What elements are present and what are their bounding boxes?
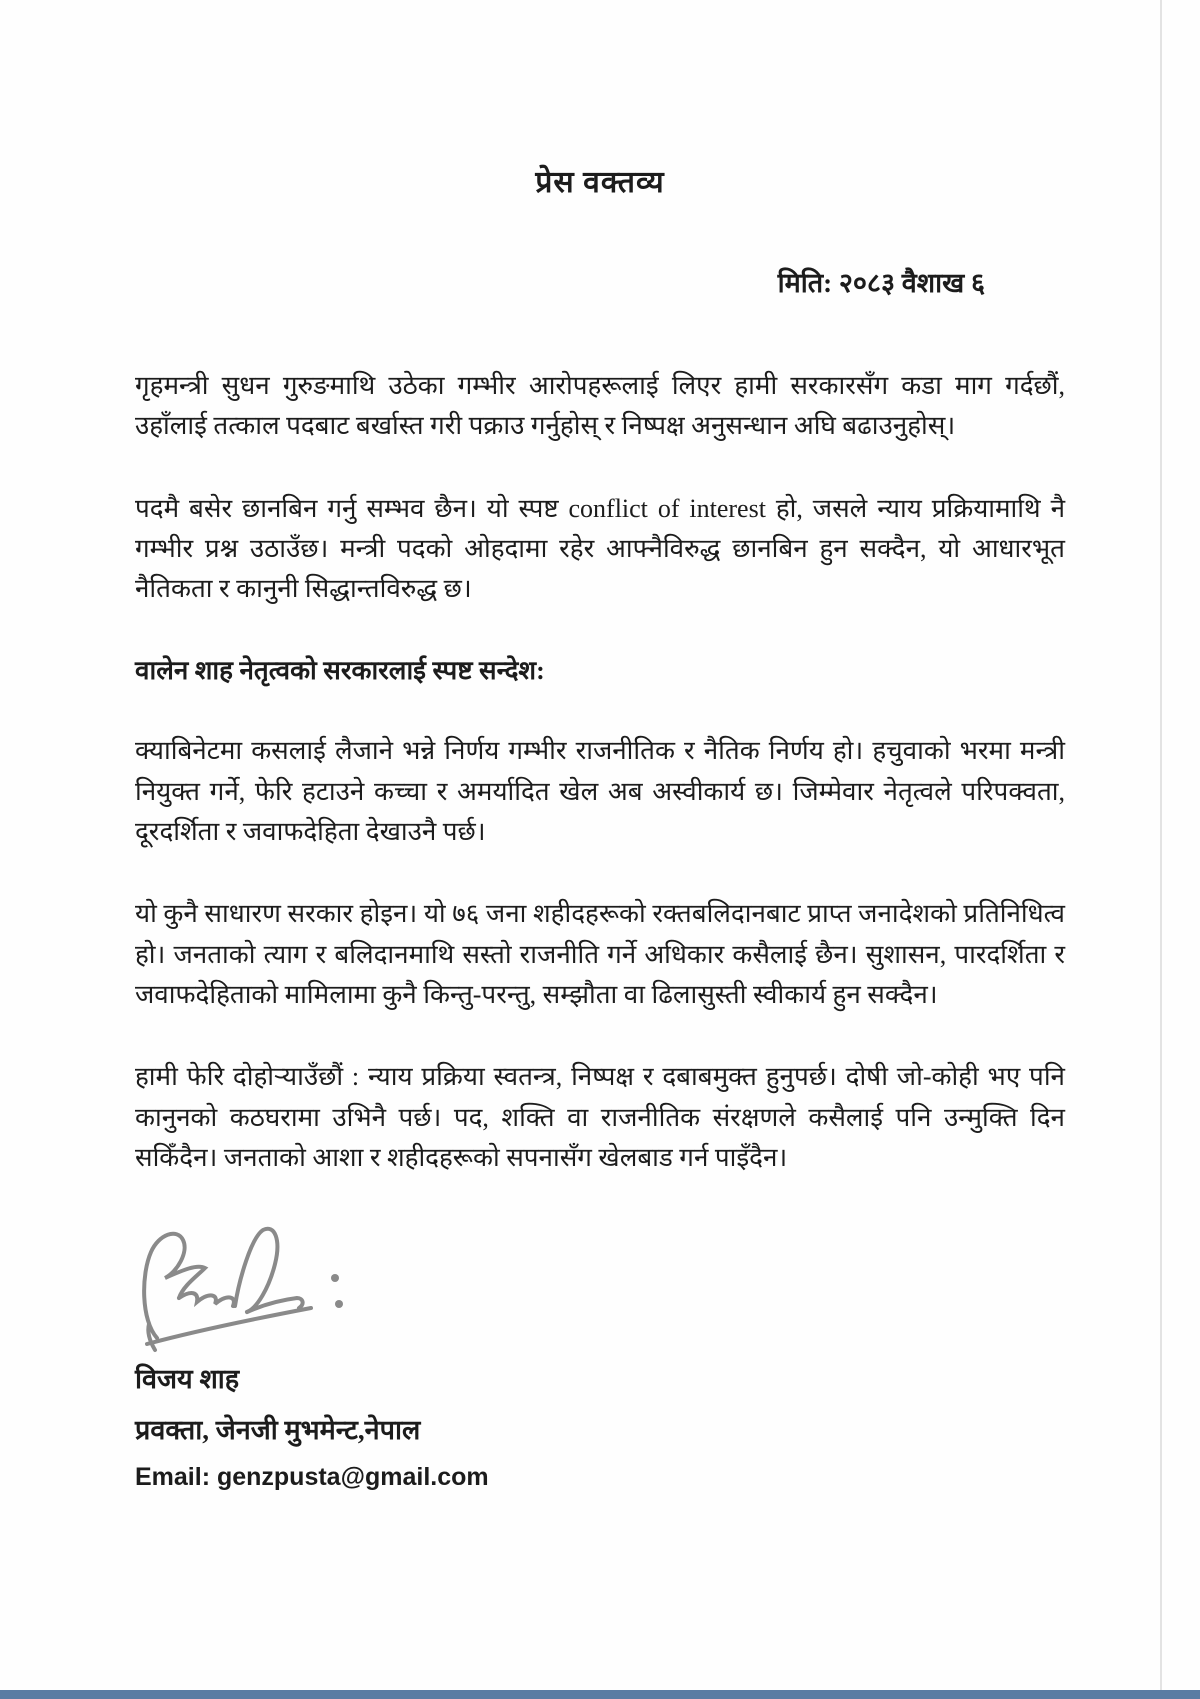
signer-role: प्रवक्ता, जेनजी मुभमेन्ट,नेपाल (135, 1415, 421, 1446)
date-line: मिति: २०८३ वैशाख ६ (777, 268, 985, 298)
handwritten-signature (139, 1220, 419, 1355)
document-title: प्रेस वक्तव्य (535, 166, 665, 199)
paragraph-martyrs-mandate: यो कुनै साधारण सरकार होइन। यो ७६ जना शहीदहरूको रक्तबलिदानबाट प्राप्त जनादेशको प्रतिनिधित्व हो। जनताको त्याग र बलिदानमाथि सस्तो राजनीति गर्ने अधिकार कसैलाई छैन। सुशासन, पारदर्शिता र जवाफदेहिताको मामिलामा कुनै किन्तु-परन्तु, सम्झौता वा ढिलासुस्ती स्वीकार्य हुन सक्दैन। (135, 899, 1065, 1009)
paragraph-justice-process: हामी फेरि दोहोऱ्याउँछौं : न्याय प्रक्रिया स्वतन्त्र, निष्पक्ष र दबाबमुक्त हुनुपर्छ। दोषी जो-कोही भए पनि कानुनको कठघरामा उभिनै पर्छ। पद, शक्ति वा राजनीतिक संरक्षणले कसैलाई पनि उन्मुक्ति दिन सकिँदैन। जनताको आशा र शहीदहरूको सपनासँग खेलबाड गर्न पाइँदैन। (135, 1062, 1065, 1172)
section-heading-message-to-government: वालेन शाह नेतृत्वको सरकारलाई स्पष्ट सन्देश: (135, 656, 545, 686)
paragraph-demand: गृहमन्त्री सुधन गुरुङमाथि उठेका गम्भीर आरोपहरूलाई लिएर हामी सरकारसँग कडा माग गर्दछौं, उहाँलाई तत्काल पदबाट बर्खास्त गरी पक्राउ गर्नुहोस् र निष्पक्ष अनुसन्धान अघि बढाउनुहोस्। (135, 371, 1065, 441)
signer-name: विजय शाह (135, 1364, 240, 1395)
signature-block (135, 1220, 1065, 1492)
paragraph-cabinet-decision: क्याबिनेटमा कसलाई लैजाने भन्ने निर्णय गम्भीर राजनीतिक र नैतिक निर्णय हो। हचुवाको भरमा मन्त्री नियुक्त गर्ने, फेरि हटाउने कच्चा र अमर्यादित खेल अब अस्वीकार्य छ। जिम्मेवार नेतृत्वले परिपक्वता, दूरदर्शिता र जवाफदेहिता देखाउनै पर्छ। (135, 736, 1065, 847)
paragraph-conflict-of-interest: पदमै बसेर छानबिन गर्नु सम्भव छैन। यो स्पष्ट conflict of interest हो, जसले न्याय प्रक्रियामाथि नै गम्भीर प्रश्न उठाउँछ। मन्त्री पदको ओहदामा रहेर आफ्नैविरुद्ध छानबिन हुन सक्दैन, यो आधारभूत नैतिकता र कानुनी सिद्धान्तविरुद्ध छ। (135, 493, 1065, 604)
bottom-edge-bar (0, 1690, 1200, 1699)
signer-email: Email: genzpusta@gmail.com (135, 1463, 489, 1492)
